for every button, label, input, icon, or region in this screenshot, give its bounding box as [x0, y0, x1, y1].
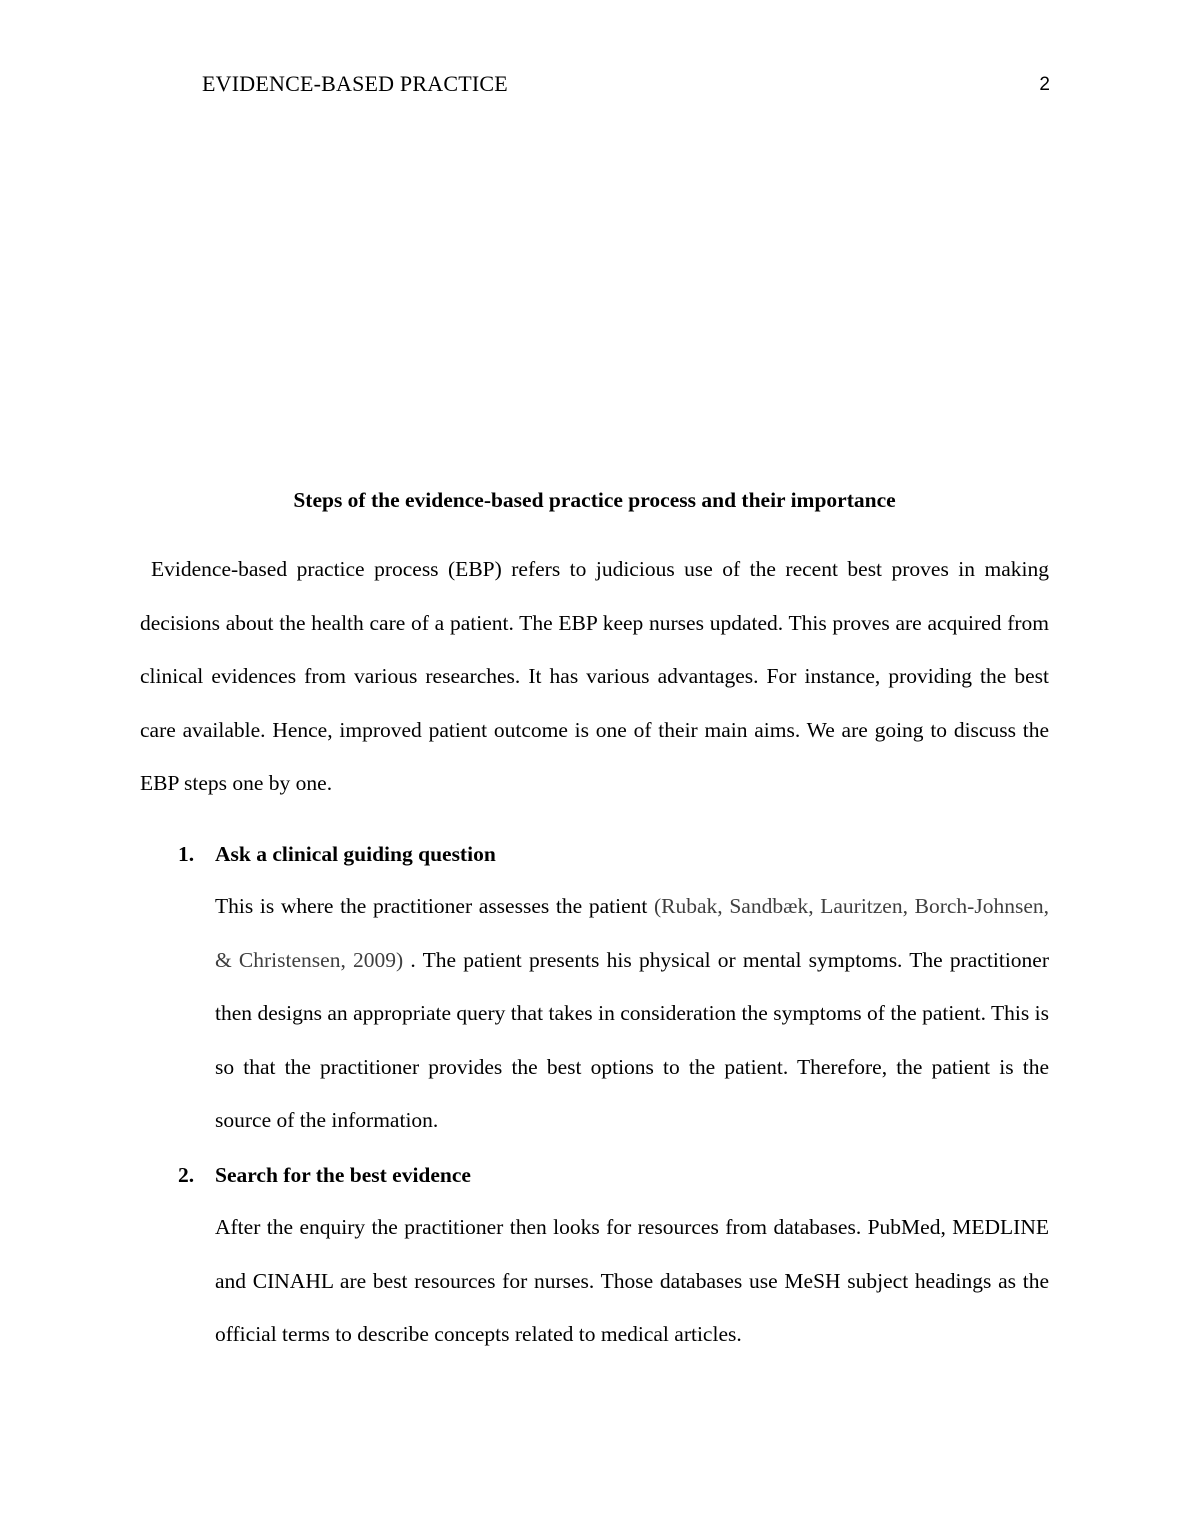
page-number: 2	[1039, 74, 1050, 95]
section-heading: Steps of the evidence-based practice process and their importance	[293, 488, 896, 512]
step-1-text-lead: This is where the practitioner assesses the patient	[215, 894, 655, 918]
intro-paragraph	[140, 543, 1049, 811]
step-1-number: 1.	[178, 842, 195, 866]
step-1-title: Ask a clinical guiding question	[215, 842, 496, 866]
step-2-number: 2.	[178, 1163, 195, 1187]
citation: (Rubak, Sandbæk, Lauritzen, Borch-Johnsen, & Christensen, 2009)	[215, 894, 1049, 972]
step-2-title: Search for the best evidence	[215, 1163, 471, 1187]
step-2-heading	[178, 1161, 471, 1189]
intro-text: Evidence-based practice process (EBP) refers to judicious use of the recent best proves in making decisions about the health care of a patient. The EBP keep nurses updated. This proves are acquired from clinical evidences from various researches. It has various advantages. For instance, providing the best care available. Hence, improved patient outcome is one of their main aims. We are going to discuss the EBP steps one by one.	[140, 557, 1049, 795]
step-1-paragraph	[215, 880, 1049, 1148]
running-head-title: EVIDENCE-BASED PRACTICE	[202, 71, 508, 96]
step-1-text-rest: . The patient presents his physical or mental symptoms. The practitioner then designs an appropriate query that takes in consideration the symptoms of the patient. This is so that the practitioner provides the best options to the patient. Therefore, the patient is the source of the information.	[215, 947, 1049, 1132]
step-2-paragraph: After the enquiry the practitioner then looks for resources from databases. PubMed, MEDLINE and CINAHL are best resources for nurses. Those databases use MeSH subject headings as the official terms to describe concepts related to medical articles.	[215, 1215, 1049, 1346]
step-1-heading	[178, 840, 496, 868]
